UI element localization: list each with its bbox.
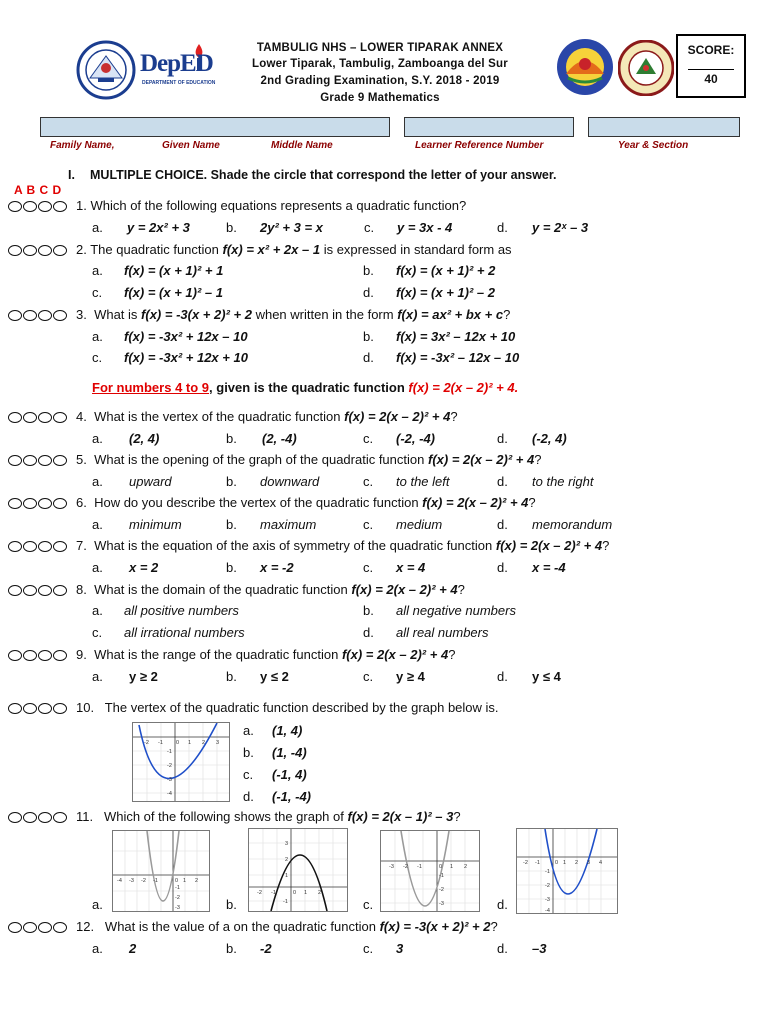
question-4 xyxy=(76,409,458,424)
answer-bubbles-q3 xyxy=(8,310,67,321)
middle-name-label: Middle Name xyxy=(271,140,333,151)
option-letter: c. xyxy=(363,669,374,684)
question-function: f(x) = 2(x – 2)² + 4 xyxy=(427,452,535,467)
bubble-b[interactable] xyxy=(23,310,37,321)
question-number: 4. xyxy=(76,409,87,424)
tick-label: 1 xyxy=(563,860,567,866)
question-text: Which of the following equations represents a quadratic function? xyxy=(90,198,467,213)
question-number: 2. xyxy=(76,242,87,257)
question-3 xyxy=(76,307,510,322)
option-c: (-2, -4) xyxy=(396,431,435,446)
bubble-a[interactable] xyxy=(8,922,22,933)
option-d: –3 xyxy=(532,941,547,956)
school-name: TAMBULIG NHS – LOWER TIPARAK ANNEX xyxy=(256,42,504,54)
bubble-c[interactable] xyxy=(38,310,52,321)
given-function: f(x) = 2(x – 2)² + 4. xyxy=(408,380,519,395)
bubble-d[interactable] xyxy=(53,201,67,212)
question-2 xyxy=(76,242,512,257)
lrn-field[interactable] xyxy=(404,117,574,137)
graph-q11-option-b[interactable] xyxy=(248,828,348,912)
option-d: f(x) = -3x² – 12x – 10 xyxy=(396,350,520,365)
option-letter: a. xyxy=(92,897,103,912)
question-text-mid: when written in the form xyxy=(255,307,394,322)
school-seal-logo xyxy=(618,40,674,96)
parabola-curve xyxy=(271,855,327,911)
bubble-c[interactable] xyxy=(38,201,52,212)
graph-q11-option-c[interactable] xyxy=(380,830,480,912)
bubble-a[interactable] xyxy=(8,703,22,714)
deped-subtext: DEPARTMENT OF EDUCATION xyxy=(142,80,216,86)
option-letter: c. xyxy=(363,474,374,489)
question-number: 8. xyxy=(76,582,87,597)
bubble-d[interactable] xyxy=(53,245,67,256)
option-letter: b. xyxy=(226,941,237,956)
exam-title: 2nd Grading Examination, S.Y. 2018 - 2019 xyxy=(260,75,500,87)
option-a: y ≥ 2 xyxy=(129,669,158,684)
answer-bubbles-q7 xyxy=(8,541,67,552)
question-text: What is the vertex of the quadratic function xyxy=(94,409,341,424)
bubble-a[interactable] xyxy=(8,541,22,552)
tick-label: -3 xyxy=(439,901,444,907)
given-name-label: Given Name xyxy=(162,140,220,151)
bubble-c[interactable] xyxy=(38,585,52,596)
tick-label: -4 xyxy=(117,878,122,884)
option-letter: d. xyxy=(497,517,508,532)
deped-seal-logo xyxy=(76,40,136,100)
bubble-c[interactable] xyxy=(38,922,52,933)
option-letter: c. xyxy=(363,560,374,575)
bubble-b[interactable] xyxy=(23,498,37,509)
option-letter: d. xyxy=(497,560,508,575)
question-end: ? xyxy=(534,452,542,467)
question-end: ? xyxy=(503,307,511,322)
option-d: (-2, 4) xyxy=(532,431,567,446)
bubble-b[interactable] xyxy=(23,812,37,823)
tick-label: 0 xyxy=(176,740,180,746)
tick-label: 2 xyxy=(195,878,199,884)
option-letter: b. xyxy=(243,745,254,760)
bubble-d[interactable] xyxy=(53,922,67,933)
tick-label: -2 xyxy=(175,895,180,901)
tick-label: -1 xyxy=(175,885,180,891)
graph-q11-option-d[interactable] xyxy=(516,828,618,914)
tick-label: -1 xyxy=(545,869,550,875)
bubble-b[interactable] xyxy=(23,412,37,423)
option-b: 2y² + 3 = x xyxy=(260,220,323,235)
tick-label: 1 xyxy=(304,890,308,896)
question-end: ? xyxy=(448,647,456,662)
option-letter: c. xyxy=(92,285,103,300)
answer-bubbles-q11 xyxy=(8,812,67,823)
question-12 xyxy=(76,919,498,934)
question-number: 5. xyxy=(76,452,87,467)
bubble-c[interactable] xyxy=(38,455,52,466)
tick-label: -2 xyxy=(523,860,528,866)
year-section-field[interactable] xyxy=(588,117,740,137)
question-text: What is the equation of the axis of symmetry of the quadratic function xyxy=(94,538,493,553)
bubble-d[interactable] xyxy=(53,703,67,714)
option-letter: a. xyxy=(243,723,254,738)
option-letter: d. xyxy=(363,285,374,300)
option-letter: d. xyxy=(243,789,254,804)
tick-label: 2 xyxy=(202,740,206,746)
score-total: 40 xyxy=(704,72,718,86)
question-function: f(x) = -3(x + 2)² + 2 xyxy=(141,307,252,322)
bubble-b[interactable] xyxy=(23,922,37,933)
option-a: (2, 4) xyxy=(129,431,160,446)
option-c: f(x) = (x + 1)² – 1 xyxy=(124,285,223,300)
option-letter: b. xyxy=(226,669,237,684)
tick-label: -4 xyxy=(545,908,550,914)
answer-bubbles-q6 xyxy=(8,498,67,509)
option-letter: c. xyxy=(363,517,374,532)
question-number: 9. xyxy=(76,647,87,662)
option-d: y = 2ˣ – 3 xyxy=(532,220,589,235)
option-letter: b. xyxy=(226,431,237,446)
option-b: f(x) = 3x² – 12x + 10 xyxy=(396,329,516,344)
option-letter: b. xyxy=(226,474,237,489)
bubble-a[interactable] xyxy=(8,201,22,212)
bubble-c[interactable] xyxy=(38,498,52,509)
score-label: SCORE: xyxy=(687,43,735,57)
given-range: For numbers 4 to 9 xyxy=(92,380,210,395)
bubble-b[interactable] xyxy=(23,650,37,661)
instructions-text: MULTIPLE CHOICE. Shade the circle that correspond the letter of your answer. xyxy=(90,168,557,182)
option-c: to the left xyxy=(396,474,450,489)
option-b: downward xyxy=(260,474,320,489)
option-letter: a. xyxy=(92,263,103,278)
option-letter: a. xyxy=(92,603,103,618)
bubble-d[interactable] xyxy=(53,650,67,661)
option-letter: d. xyxy=(497,941,508,956)
bubble-b[interactable] xyxy=(23,703,37,714)
bubble-d[interactable] xyxy=(53,455,67,466)
bubble-a[interactable] xyxy=(8,812,22,823)
question-10 xyxy=(76,700,499,715)
question-function: f(x) = x² + 2x – 1 xyxy=(222,242,321,257)
tick-label: -3 xyxy=(175,905,180,911)
question-text: The quadratic function xyxy=(90,242,219,257)
question-11 xyxy=(76,809,461,824)
score-box xyxy=(676,34,746,98)
option-c: all irrational numbers xyxy=(124,625,245,640)
option-letter: b. xyxy=(226,517,237,532)
question-end: ? xyxy=(528,495,536,510)
option-letter: b. xyxy=(226,220,237,235)
option-letter: a. xyxy=(92,560,103,575)
option-letter: a. xyxy=(92,329,103,344)
option-letter: a. xyxy=(92,474,103,489)
question-function: f(x) = 2(x – 2)² + 4 xyxy=(495,538,603,553)
option-letter: d. xyxy=(497,897,508,912)
option-letter: d. xyxy=(363,350,374,365)
score-blank-line xyxy=(688,69,734,70)
year-section-label: Year & Section xyxy=(618,140,689,151)
option-c: f(x) = -3x² + 12x + 10 xyxy=(124,350,248,365)
bubble-c[interactable] xyxy=(38,245,52,256)
option-letter: c. xyxy=(363,941,374,956)
option-letter: b. xyxy=(363,329,374,344)
question-7 xyxy=(76,538,609,553)
question-end: ? xyxy=(450,409,458,424)
bubble-d[interactable] xyxy=(53,498,67,509)
answer-bubbles-q4 xyxy=(8,412,67,423)
tick-label: -4 xyxy=(167,791,172,797)
answer-bubbles-q5 xyxy=(8,455,67,466)
tick-label: -3 xyxy=(389,864,394,870)
question-text: What is the opening of the graph of the quadratic function xyxy=(94,452,425,467)
option-letter: a. xyxy=(92,941,103,956)
option-letter: b. xyxy=(363,263,374,278)
option-letter: c. xyxy=(92,625,103,640)
question-function: f(x) = -3(x + 2)² + 2 xyxy=(379,919,491,934)
option-b: (1, -4) xyxy=(272,745,307,760)
option-b: (2, -4) xyxy=(262,431,297,446)
option-d: f(x) = (x + 1)² – 2 xyxy=(396,285,495,300)
option-letter: d. xyxy=(497,474,508,489)
bubble-c[interactable] xyxy=(38,812,52,823)
question-text: Which of the following shows the graph of xyxy=(103,809,344,824)
bubble-a[interactable] xyxy=(8,498,22,509)
option-b: -2 xyxy=(260,941,272,956)
option-d: y ≤ 4 xyxy=(532,669,561,684)
tick-label: 3 xyxy=(587,860,591,866)
question-end: ? xyxy=(453,809,461,824)
option-letter: b. xyxy=(363,603,374,618)
option-d: to the right xyxy=(532,474,594,489)
option-a: upward xyxy=(129,474,172,489)
option-letter: a. xyxy=(92,220,103,235)
option-letter: d. xyxy=(497,220,508,235)
option-letter: c. xyxy=(364,220,375,235)
tick-label: 0 xyxy=(555,860,559,866)
question-function: f(x) = 2(x – 2)² + 4 xyxy=(341,647,449,662)
option-c: y = 3x - 4 xyxy=(397,220,453,235)
tick-label: -2 xyxy=(545,883,550,889)
tick-label: 2 xyxy=(318,890,322,896)
question-number: 12. xyxy=(76,919,95,934)
bubble-a[interactable] xyxy=(8,412,22,423)
option-b: maximum xyxy=(260,517,317,532)
bubble-a[interactable] xyxy=(8,650,22,661)
question-function: f(x) = 2(x – 2)² + 4 xyxy=(344,409,451,424)
option-a: f(x) = -3x² + 12x – 10 xyxy=(124,329,248,344)
bubble-letters-header: A B C D xyxy=(14,183,62,197)
tick-label: -2 xyxy=(167,763,172,769)
option-letter: a. xyxy=(92,517,103,532)
bubble-d[interactable] xyxy=(53,310,67,321)
tick-label: -2 xyxy=(403,864,408,870)
family-name-label: Family Name, xyxy=(50,140,115,151)
tick-label: -1 xyxy=(167,749,172,755)
bubble-d[interactable] xyxy=(53,812,67,823)
option-d: all real numbers xyxy=(396,625,489,640)
option-a: all positive numbers xyxy=(124,603,239,618)
bubble-b[interactable] xyxy=(23,201,37,212)
tick-label: 3 xyxy=(285,841,289,847)
answer-bubbles-q8 xyxy=(8,585,67,596)
question-text: The vertex of the quadratic function described by the graph below is. xyxy=(104,700,499,715)
graph-q10 xyxy=(132,722,230,802)
tick-label: -1 xyxy=(158,740,163,746)
question-number: 10. xyxy=(76,700,95,715)
question-text: How do you describe the vertex of the quadratic function xyxy=(94,495,419,510)
tick-label: -2 xyxy=(439,887,444,893)
question-function: f(x) = 2(x – 1)² – 3 xyxy=(347,809,454,824)
question-6 xyxy=(76,495,536,510)
tick-label: 0 xyxy=(175,878,179,884)
answer-bubbles-q10 xyxy=(8,703,67,714)
given-statement xyxy=(92,380,518,395)
deped-wordmark-logo xyxy=(140,44,216,92)
option-a: y = 2x² + 3 xyxy=(127,220,190,235)
option-d: x = -4 xyxy=(532,560,566,575)
question-number: 7. xyxy=(76,538,87,553)
bubble-b[interactable] xyxy=(23,541,37,552)
answer-bubbles-q12 xyxy=(8,922,67,933)
tick-label: -2 xyxy=(141,878,146,884)
option-a: (1, 4) xyxy=(272,723,303,738)
question-end: ? xyxy=(602,538,610,553)
lrn-label: Learner Reference Number xyxy=(415,140,544,151)
option-letter: c. xyxy=(363,431,374,446)
section-number: I. xyxy=(68,168,75,182)
tick-label: 2 xyxy=(464,864,468,870)
bubble-b[interactable] xyxy=(23,585,37,596)
bubble-c[interactable] xyxy=(38,650,52,661)
bubble-a[interactable] xyxy=(8,455,22,466)
full-name-field[interactable] xyxy=(40,117,390,137)
bubble-d[interactable] xyxy=(53,412,67,423)
option-letter: a. xyxy=(92,431,103,446)
bubble-c[interactable] xyxy=(38,412,52,423)
tick-label: 0 xyxy=(293,890,297,896)
tick-label: -1 xyxy=(283,899,288,905)
option-b: x = -2 xyxy=(260,560,294,575)
option-b: f(x) = (x + 1)² + 2 xyxy=(396,263,496,278)
tick-label: -3 xyxy=(129,878,134,884)
question-end: ? xyxy=(457,582,465,597)
option-letter: d. xyxy=(363,625,374,640)
option-c: (-1, 4) xyxy=(272,767,307,782)
question-1 xyxy=(76,198,466,213)
option-d: memorandum xyxy=(532,517,613,532)
tick-label: 1 xyxy=(188,740,192,746)
question-end: ? xyxy=(490,919,498,934)
question-text: What is the value of a on the quadratic function xyxy=(104,919,376,934)
bubble-d[interactable] xyxy=(53,585,67,596)
option-a: f(x) = (x + 1)² + 1 xyxy=(124,263,224,278)
option-c: x = 4 xyxy=(396,560,426,575)
option-letter: a. xyxy=(92,669,103,684)
tick-label: 1 xyxy=(183,878,187,884)
bubble-c[interactable] xyxy=(38,703,52,714)
tick-label: 1 xyxy=(450,864,454,870)
answer-bubbles-q1 xyxy=(8,201,67,212)
option-c: y ≥ 4 xyxy=(396,669,425,684)
option-a: 2 xyxy=(129,941,137,956)
question-text: What is the domain of the quadratic function xyxy=(94,582,348,597)
bubble-b[interactable] xyxy=(23,245,37,256)
answer-bubbles-q9 xyxy=(8,650,67,661)
question-number: 6. xyxy=(76,495,87,510)
option-c: medium xyxy=(396,517,443,532)
option-letter: c. xyxy=(92,350,103,365)
option-letter: d. xyxy=(497,431,508,446)
question-text-end: is expressed in standard form as xyxy=(323,242,512,257)
question-form: f(x) = ax² + bx + c xyxy=(397,307,504,322)
given-text: , given is the quadratic function xyxy=(209,380,405,395)
tick-label: -1 xyxy=(271,890,276,896)
tick-label: 1 xyxy=(285,873,289,879)
tick-label: -2 xyxy=(257,890,262,896)
question-function: f(x) = 2(x – 2)² + 4 xyxy=(351,582,458,597)
tick-label: -1 xyxy=(439,873,444,879)
tick-label: -3 xyxy=(545,897,550,903)
tick-label: -1 xyxy=(153,878,158,884)
question-number: 11. xyxy=(76,809,94,824)
option-a: x = 2 xyxy=(129,560,159,575)
tick-label: 0 xyxy=(439,864,443,870)
tick-label: -1 xyxy=(417,864,422,870)
division-seal-logo xyxy=(556,38,614,96)
option-b: y ≤ 2 xyxy=(260,669,289,684)
answer-bubbles-q2 xyxy=(8,245,67,256)
question-function: f(x) = 2(x – 2)² + 4 xyxy=(422,495,529,510)
option-letter: c. xyxy=(243,767,254,782)
bubble-c[interactable] xyxy=(38,541,52,552)
bubble-a[interactable] xyxy=(8,585,22,596)
option-b: all negative numbers xyxy=(396,603,516,618)
graph-q11-option-a[interactable] xyxy=(112,830,210,912)
bubble-a[interactable] xyxy=(8,310,22,321)
tick-label: 4 xyxy=(599,860,603,866)
option-c: 3 xyxy=(396,941,404,956)
tick-label: -2 xyxy=(144,740,149,746)
tick-label: 3 xyxy=(216,740,220,746)
school-address: Lower Tiparak, Tambulig, Zamboanga del Sur xyxy=(252,58,508,70)
bubble-b[interactable] xyxy=(23,455,37,466)
tick-label: -1 xyxy=(535,860,540,866)
option-letter: b. xyxy=(226,897,237,912)
subject-title: Grade 9 Mathematics xyxy=(320,92,440,104)
tick-label: 2 xyxy=(575,860,579,866)
question-9 xyxy=(76,647,455,662)
option-letter: b. xyxy=(226,560,237,575)
bubble-d[interactable] xyxy=(53,541,67,552)
bubble-a[interactable] xyxy=(8,245,22,256)
question-number: 3. xyxy=(76,307,87,322)
question-5 xyxy=(76,452,541,467)
tick-label: 2 xyxy=(285,857,289,863)
tick-label: -3 xyxy=(167,777,172,783)
question-number: 1. xyxy=(76,198,87,213)
option-d: (-1, -4) xyxy=(272,789,311,804)
question-text: What is the range of the quadratic function xyxy=(94,647,339,662)
option-letter: d. xyxy=(497,669,508,684)
question-8 xyxy=(76,582,465,597)
deped-logo-text: DepED xyxy=(140,50,213,77)
option-letter: c. xyxy=(363,897,374,912)
option-a: minimum xyxy=(129,517,182,532)
question-text: What is xyxy=(94,307,138,322)
